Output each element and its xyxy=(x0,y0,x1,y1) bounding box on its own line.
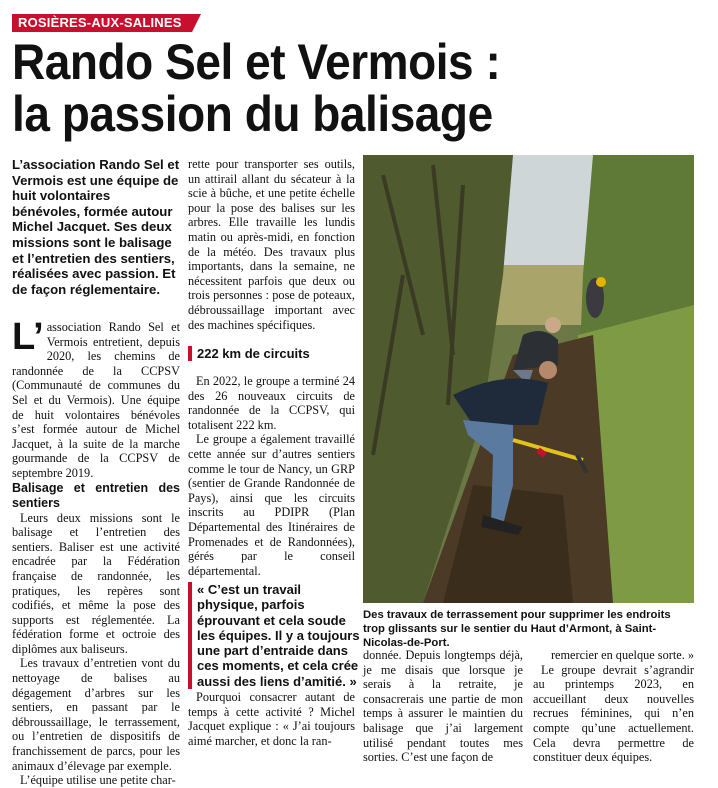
photo-illustration xyxy=(363,155,694,603)
column-3 xyxy=(363,648,523,765)
subheading: Balisage et entretien des sentiers xyxy=(12,480,180,510)
paragraph: Le groupe a également travaillé cette année sur d’autres sentiers comme le tour de Nancy, un GRP (sentier de Grande Randonnée de Pays), ainsi que les circuits inscrits au PDIPR (Plan Départemental des Itinéraires de Promenades et de Randonnées), gérés par le conseil départemental. xyxy=(188,432,355,578)
paragraph: En 2022, le groupe a terminé 24 des 26 nouveaux circuits de randonnée de la CCPSV, qui totalisent 222 km. xyxy=(188,374,355,432)
paragraph: donnée. Depuis longtemps déjà, je me disais que lorsque je serais à la retraite, je consacrerais une partie de mon temps à assurer le maintien du balisage que j’ai largement utilisé pendant toutes mes sorties. C’est une façon de xyxy=(363,648,523,765)
paragraph: L’équipe utilise une petite char- xyxy=(20,773,176,788)
paragraph: remercier en quelque sorte. » xyxy=(550,648,694,662)
paragraph: rette pour transporter ses outils, un attirail allant du sécateur à la scie à bûche, et une petite échelle pour la pose des balises sur les arbres. Elle travaille les lundis matin ou après-midi, en fonction de la météo. Des travaux plus importants, dans la semaine, ne nécessitent parfois que deux ou trois personnes : pose de poteaux, débroussaillage important avec des machines spécifiques. xyxy=(188,157,355,332)
column-2-middle xyxy=(188,374,355,578)
paragraph: Les travaux d’entretien vont du nettoyage de balises au dégagement d’arbres sur les sentiers, en passant par le débroussaillage, le terrassement, ou l’entretien de dispositifs de franchissement de parcs, pour les animaux d’élevage par exemple. xyxy=(12,656,180,773)
headline xyxy=(12,36,712,140)
lead-paragraph xyxy=(12,316,180,481)
drop-cap: L’ xyxy=(12,316,44,358)
headline-line-2: la passion du balisage xyxy=(12,86,493,142)
column-4 xyxy=(533,648,694,765)
standfirst: L’association Rando Sel et Vermois est une équipe de huit volontaires bénévoles, formée autour Michel Jacquet. Ses deux missions sont le balisage et l’entretien des sentiers, réalisées avec passion. Et de façon réglementaire. xyxy=(12,157,180,297)
pull-quote: « C’est un travail physique, parfois éprouvant et cela soude les équipes. Il y a toujours une part d’entraide dans ces moments, et cela crée aussi des liens d’amitié. » xyxy=(188,582,364,689)
section-tag: ROSIÈRES-AUX-SALINES xyxy=(12,14,192,32)
paragraph: Pourquoi consacrer autant de temps à cette activité ? Michel Jacquet explique : « J’ai toujours aimé marcher, et donc la ran- xyxy=(188,690,355,748)
photo xyxy=(363,155,694,603)
column-1 xyxy=(12,316,180,788)
column-2-bottom xyxy=(188,690,355,748)
column-2-top xyxy=(188,157,355,332)
section-heading: 222 km de circuits xyxy=(188,346,310,361)
photo-caption: Des travaux de terrassement pour supprimer les endroits trop glissants sur le sentier du Haut d’Armont, à Saint-Nicolas-de-Port. xyxy=(363,609,671,649)
paragraph: Le groupe devrait s’agrandir au printemps 2023, en accueillant deux nouvelles recrues féminines, qui n’en compte qu’une actuellement. Cela devra permettre de constituer deux équipes. xyxy=(533,662,694,765)
headline-line-1: Rando Sel et Vermois : xyxy=(12,34,501,90)
lead-text: association Rando Sel et Vermois entretient, depuis 2020, les chemins de randonnée de la CCPSV (Communauté de communes du Sel et du Vermois). Une équipe de huit volontaires bénévoles s’est formée autour de Michel Jacquet, à la suite de la marche gourmande de la CCPSV de septembre 2019. xyxy=(12,320,180,480)
paragraph: Leurs deux missions sont le balisage et l’entretien des sentiers. Baliser est une activité encadrée par la Fédération française de randonnée, les pratiques, les repères sont codifiés, et même la pose des supports est réglementée. La fédération forme et octroie des diplômes aux baliseurs. xyxy=(12,510,180,656)
